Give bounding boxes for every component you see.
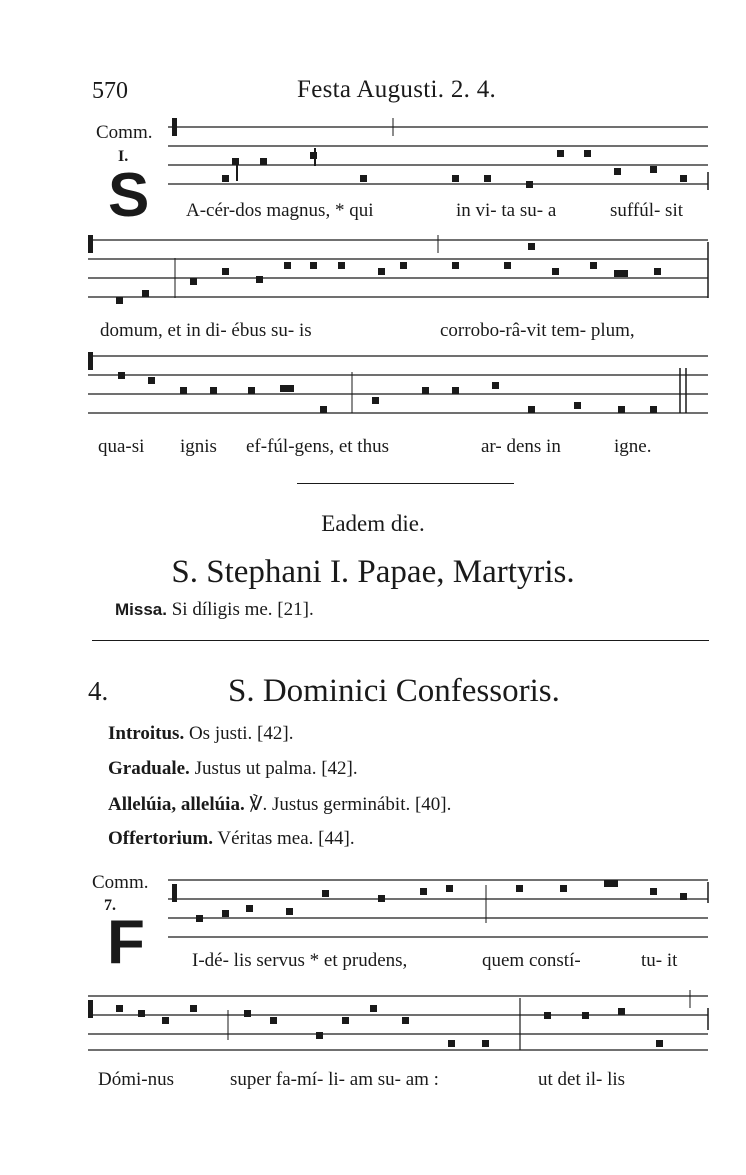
proper-text: Os justi. [42]. [188,723,294,744]
proper-label: Introitus. [108,723,185,744]
chant1-lyric-3c: ef-fúl-gens, et thus [246,436,389,457]
clef-mark [88,1000,93,1018]
chant1-lyric-1c: suffúl- sit [610,200,684,221]
chant1-lyric-2b: corrobo-râ-vit tem- plum, [440,320,635,341]
chant1-initial: S [108,161,150,230]
chant2-mode: 7. [104,897,116,914]
chant2-lyric-1b: quem constí- [482,950,581,971]
chant1-lyric-2a: domum, et in di- ébus su- is [100,320,312,341]
chant2-lyric-1c: tu- it [641,950,678,971]
chant1-lyric-3e: igne. [614,436,652,457]
day-number: 4. [88,676,109,706]
running-title: Festa Augusti. 2. 4. [297,76,497,103]
proper-text: Véritas mea. [44]. [217,828,355,849]
chant2-lyric-2a: Dómi-nus [98,1069,174,1090]
chant2-lyric-2b: super fa-mí- li- am su- am : [230,1069,439,1090]
feast-title-dominic: S. Dominici Confessoris. [228,673,560,709]
chant1-lyric-3a: qua-si [98,436,145,457]
proper-label: Graduale. [108,758,190,779]
chant1-mode: I. [118,148,129,165]
chant1-lyric-3d: ar- dens in [481,436,561,457]
chant2-lyric-2c: ut det il- lis [538,1069,626,1090]
missa-label: Missa. [115,600,167,619]
proper-text: Justus ut palma. [42]. [194,758,358,779]
page-number: 570 [92,78,128,104]
chant1-lyric-3b: ignis [180,436,217,457]
chant1-lyric-1b: in vi- ta su- a [456,200,557,221]
proper-label: Offertorium. [108,828,213,849]
missa-text: Si díligis me. [21]. [171,599,314,620]
proper-label: Allelúia, allelúia. [108,794,245,815]
chant2-lyric-1a: I-dé- lis servus * et prudens, [192,950,408,971]
feast-title-stephen: S. Stephani I. Papae, Martyris. [171,554,575,590]
chant2-initial: F [107,908,145,977]
chant2-label: Comm. [92,872,149,893]
chant1-lyric-1a: A-cér-dos magnus, * qui [186,200,374,221]
proper-text: ℣. Justus germinábit. [40]. [249,794,452,815]
chant1-label: Comm. [96,122,153,143]
eadem-die: Eadem die. [321,511,425,536]
clef-mark [172,884,177,902]
